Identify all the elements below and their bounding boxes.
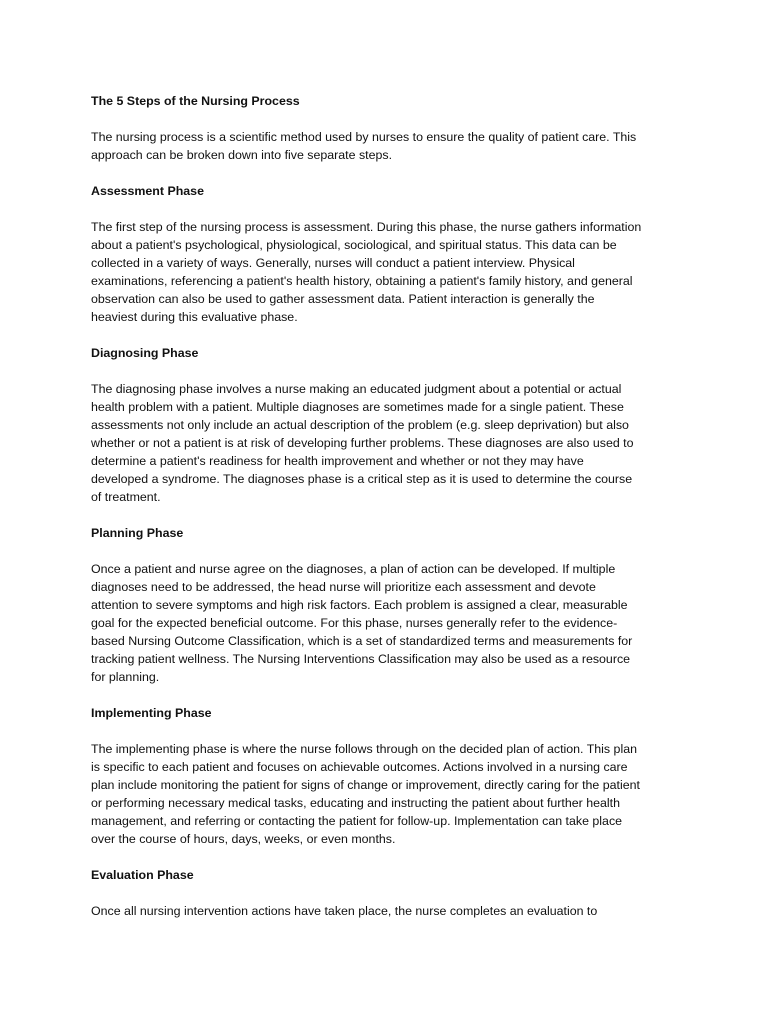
section-body: The diagnosing phase involves a nurse making an educated judgment about a potential or actual health problem with a patient. Multiple diagnoses are sometimes made for a single patient. These assessments not only include an actual description of the problem (e.g. sleep deprivation) but also whether or not a patient is at risk of developing further problems. These diagnoses are also used to determine a patient's readiness for health improvement and whether or not they may have developed a syndrome. The diagnoses phase is a critical step as it is used to determine the course of treatment. (91, 382, 634, 504)
section-body: The implementing phase is where the nurse follows through on the decided plan of action. This plan is specific to each patient and focuses on achievable outcomes. Actions involved in a nursing care plan include monitoring the patient for signs of change or improvement, directly caring for the patient or performing necessary medical tasks, educating and instructing the patient about further health management, and referring or contacting the patient for follow-up. Implementation can take place over the course of hours, days, weeks, or even months. (91, 742, 640, 846)
section-heading: Implementing Phase (91, 706, 212, 720)
section-assessment (91, 182, 691, 326)
section-heading: Diagnosing Phase (91, 346, 199, 360)
section-diagnosing (91, 344, 691, 506)
document-page (91, 92, 691, 938)
section-evaluation (91, 866, 691, 920)
section-body: The first step of the nursing process is assessment. During this phase, the nurse gathers information about a patient's psychological, physiological, sociological, and spiritual status. This data can be collected in a variety of ways. Generally, nurses will conduct a patient interview. Physical examinations, referencing a patient's health history, obtaining a patient's family history, and general observation can also be used to gather assessment data. Patient interaction is generally the heaviest during this evaluative phase. (91, 220, 642, 324)
section-heading: Assessment Phase (91, 184, 204, 198)
section-body: Once all nursing intervention actions have taken place, the nurse completes an evaluation to (91, 904, 598, 918)
intro-paragraph: The nursing process is a scientific method used by nurses to ensure the quality of patient care. This approach can be broken down into five separate steps. (91, 130, 637, 162)
document-title: The 5 Steps of the Nursing Process (91, 94, 300, 108)
section-planning (91, 524, 691, 686)
section-implementing (91, 704, 691, 848)
section-heading: Planning Phase (91, 526, 184, 540)
section-body: Once a patient and nurse agree on the diagnoses, a plan of action can be developed. If multiple diagnoses need to be addressed, the head nurse will prioritize each assessment and devote attention to severe symptoms and high risk factors. Each problem is assigned a clear, measurable goal for the expected beneficial outcome. For this phase, nurses generally refer to the evidence- based Nursing Outcome Classification, which is a set of standardized terms and measurements for tracking patient wellness. The Nursing Interventions Classification may also be used as a resource for planning. (91, 562, 633, 684)
section-heading: Evaluation Phase (91, 868, 194, 882)
